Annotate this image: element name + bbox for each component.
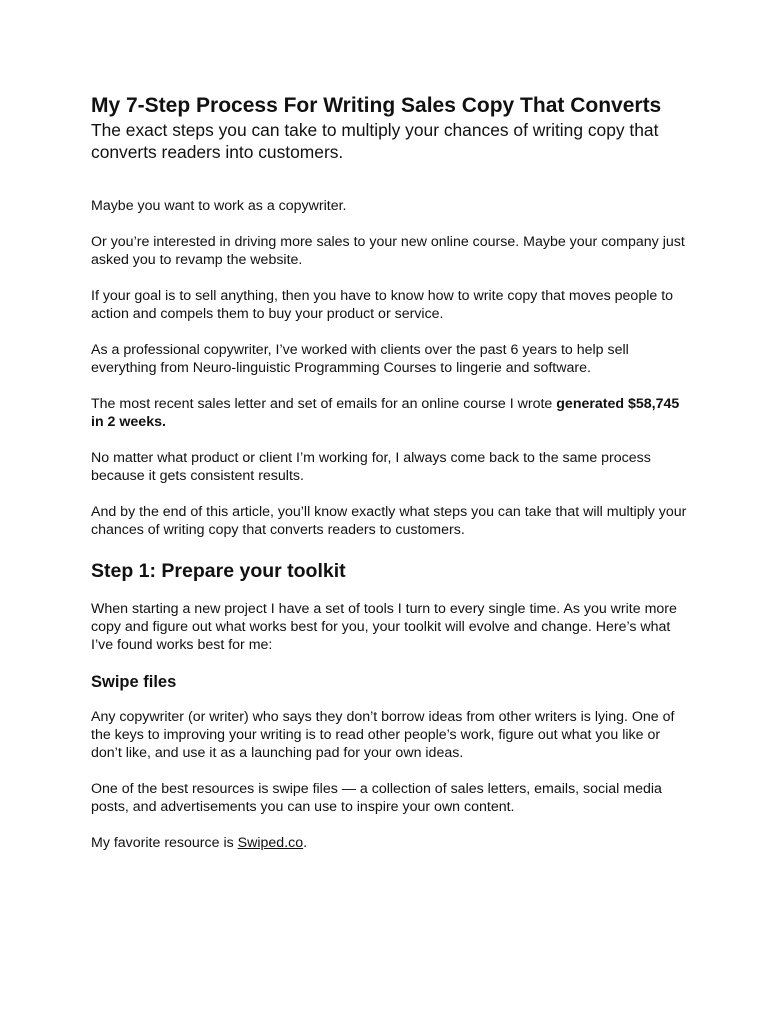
intro-paragraph-3: If your goal is to sell anything, then you have to know how to write copy that moves people to action and compels them to buy your product or service. [91,288,674,322]
page-title: My 7-Step Process For Writing Sales Copy That Converts [91,94,662,117]
favorite-resource-text: My favorite resource is [91,835,238,851]
page-subtitle: The exact steps you can take to multiply your chances of writing copy that converts readers into customers. [91,120,659,162]
intro-paragraph-6: No matter what product or client I’m working for, I always come back to the same process because it gets consistent results. [91,450,651,484]
favorite-resource-period: . [303,835,308,851]
intro-paragraph-5 [91,395,691,431]
intro-paragraph-5-text: The most recent sales letter and set of emails for an online course I wrote [91,396,557,412]
step-1-paragraph-2: Any copywriter (or writer) who says they don’t borrow ideas from other writers is lying. One of the keys to improving your writing is to read other people’s work, figure out what you like or don’t like, and use it as a launching pad for your own ideas. [91,709,675,761]
step-1-paragraph-4 [91,834,691,852]
intro-paragraph-1: Maybe you want to work as a copywriter. [91,198,347,214]
revenue-highlight: generated $58,745 in 2 weeks. [91,396,680,430]
step-1-paragraph-3: One of the best resources is swipe files — a collection of sales letters, emails, social media posts, and advertisements you can use to inspire your own content. [91,781,662,815]
intro-paragraph-4: As a professional copywriter, I’ve worked with clients over the past 6 years to help sell everything from Neuro-linguistic Programming Courses to lingerie and software. [91,342,629,376]
intro-paragraph-7: And by the end of this article, you’ll know exactly what steps you can take that will multiply your chances of writing copy that converts readers to customers. [91,504,687,538]
swipe-files-heading: Swipe files [91,673,177,691]
intro-paragraph-2: Or you’re interested in driving more sales to your new online course. Maybe your company just asked you to revamp the website. [91,234,685,268]
step-1-heading: Step 1: Prepare your toolkit [91,560,346,582]
document-page [91,92,691,870]
swiped-co-link[interactable]: Swiped.co [237,835,304,851]
step-1-paragraph-1: When starting a new project I have a set of tools I turn to every single time. As you write more copy and figure out what works best for you, your toolkit will evolve and change. Here’s what I’ve found works best for me: [91,601,677,653]
